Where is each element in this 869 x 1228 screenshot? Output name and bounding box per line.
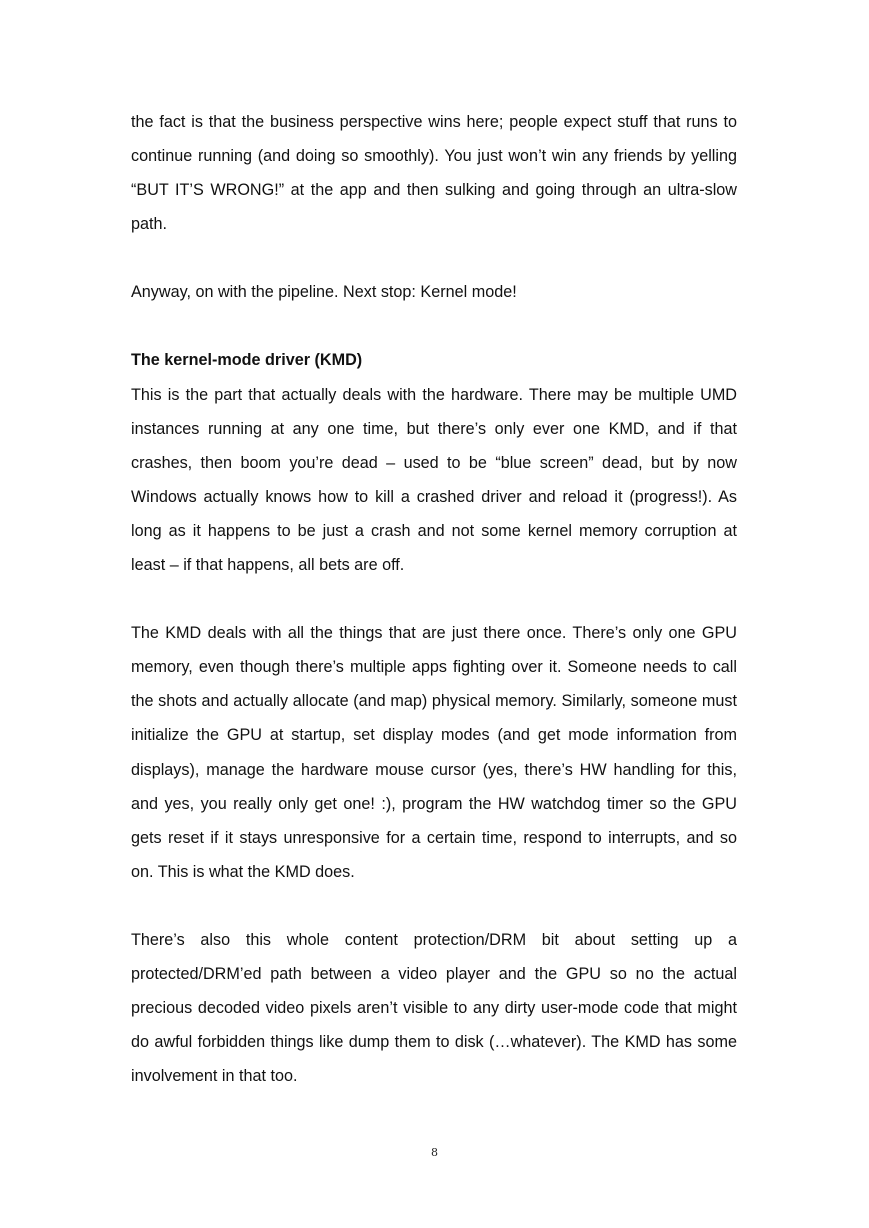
paragraph-gap — [131, 309, 737, 343]
paragraph-gap — [131, 241, 737, 275]
paragraph-kmd-duties: The KMD deals with all the things that are just there once. There’s only one GPU memory, even though there’s multiple apps fighting over it. Someone needs to call the shots and actually allocate (and map) physical memory. Similarly, someone must initialize the GPU at startup, set display modes (and get mode information from displays), manage the hardware mouse cursor (yes, there’s HW handling for this, and yes, you really only get one! :), program the HW watchdog timer so the GPU gets reset if it stays unresponsive for a certain time, respond to interrupts, and so on. This is what the KMD does. — [131, 624, 737, 881]
page-content — [131, 105, 737, 1093]
section-heading-kmd: The kernel-mode driver (KMD) — [131, 351, 363, 370]
paragraph-gap — [131, 582, 737, 616]
paragraph-next-stop: Anyway, on with the pipeline. Next stop: Kernel mode! — [131, 283, 517, 302]
paragraph-business-perspective: the fact is that the business perspective wins here; people expect stuff that runs to continue running (and doing so smoothly). You just won’t win any friends by yelling “BUT IT’S WRONG!” at the app and then sulking and going through an ultra-slow path. — [131, 113, 737, 234]
paragraph-kmd-hardware: This is the part that actually deals with the hardware. There may be multiple UMD instances running at any one time, but there’s only ever one KMD, and if that crashes, then boom you’re dead – used to be “blue screen” dead, but by now Windows actually knows how to kill a crashed driver and reload it (progress!). As long as it happens to be just a crash and not some kernel memory corruption at least – if that happens, all bets are off. — [131, 385, 737, 575]
paragraph-gap — [131, 889, 737, 923]
page-number: 8 — [431, 1146, 438, 1159]
paragraph-content-protection: There’s also this whole content protection/DRM bit about setting up a protected/DRM’ed path between a video player and the GPU so no the actual precious decoded video pixels aren’t visible to any dirty user-mode code that might do awful forbidden things like dump them to disk (…whatever). The KMD has some involvement in that too. — [131, 930, 737, 1086]
